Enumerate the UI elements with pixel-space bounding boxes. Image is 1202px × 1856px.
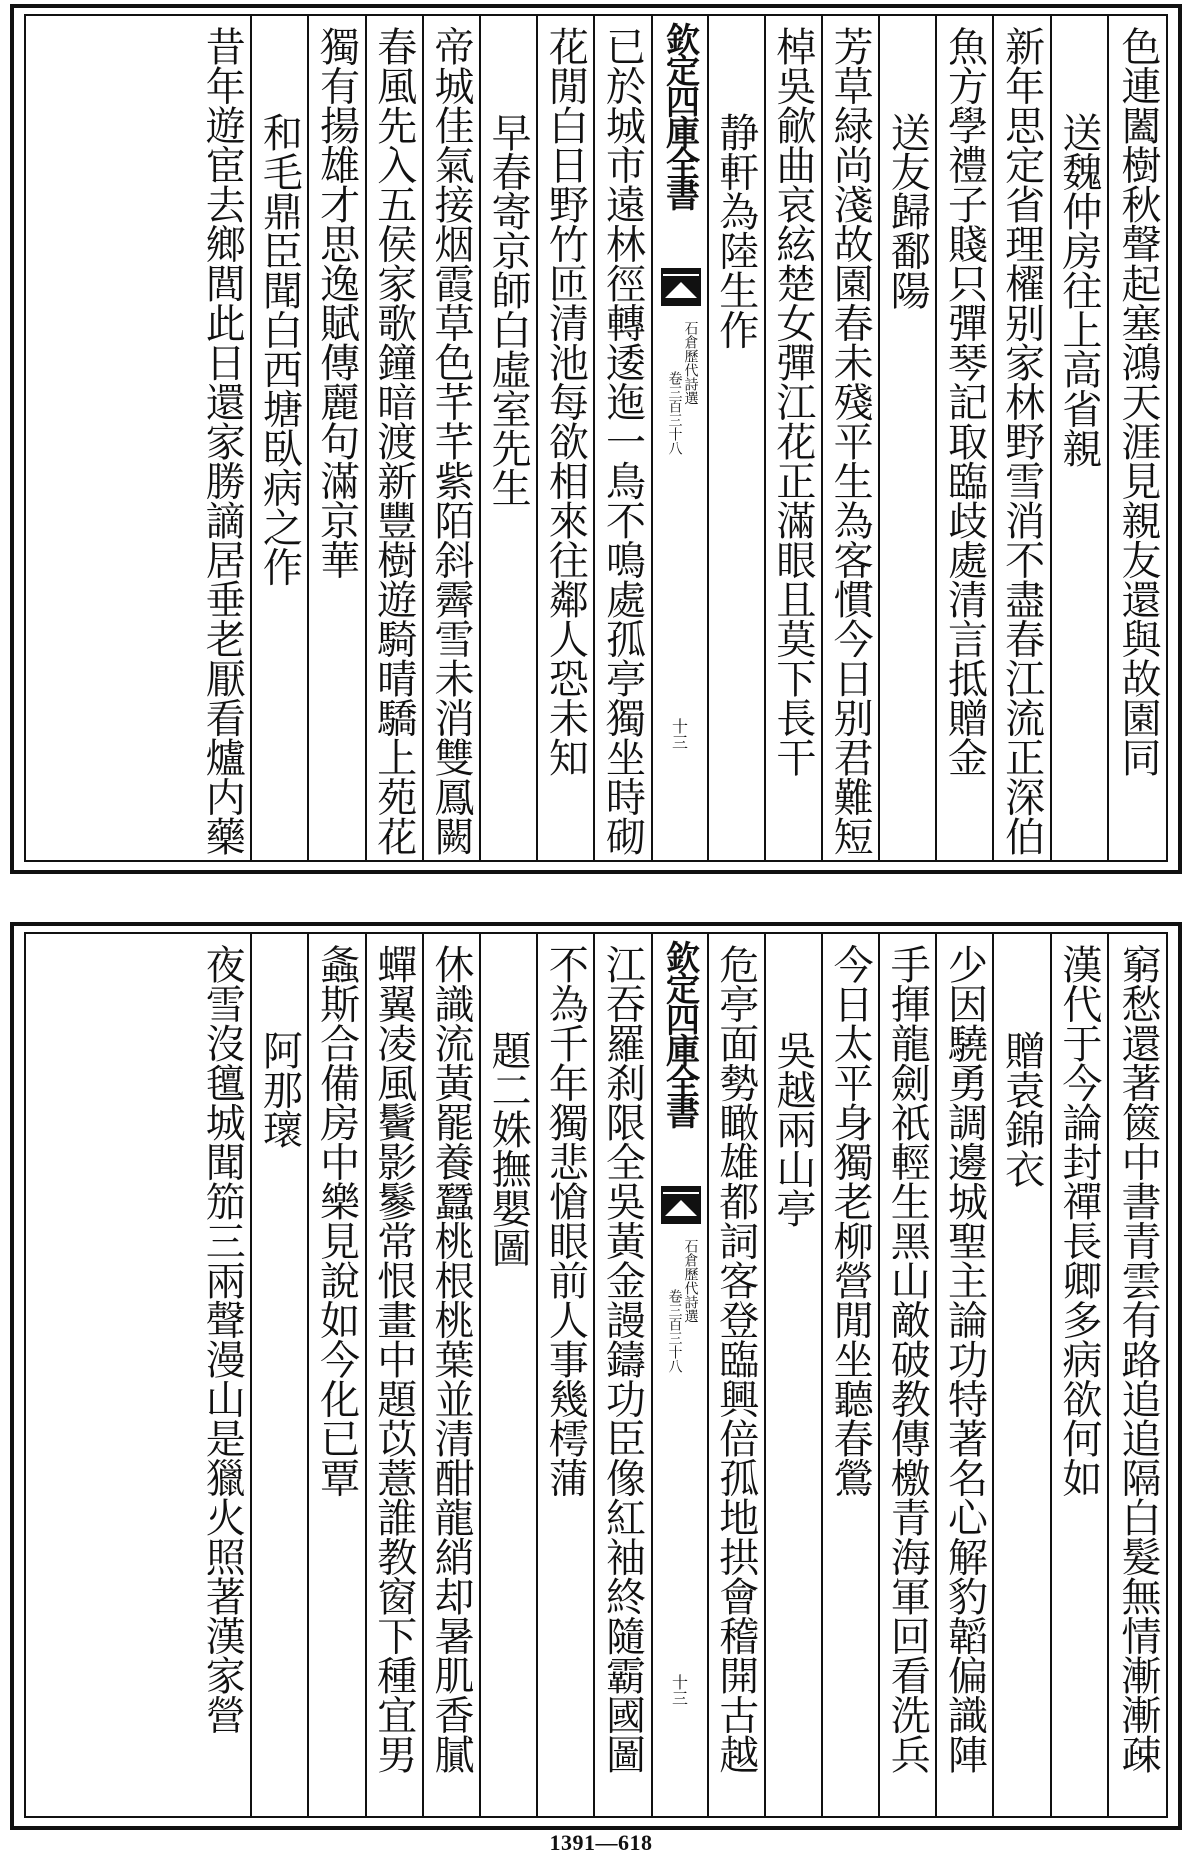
column-text: 新年思定省理櫂别家林野雪消不盡春江流正深伯 [998,26,1045,856]
column-text: 危亭面勢瞰雄都詞客登臨興倍孤地拱會稽開古越 [712,944,759,1774]
text-column [823,934,880,1816]
text-column [1052,934,1109,1816]
leaf-number: 十三 [669,718,689,750]
text-column [1109,16,1166,860]
poem-title: 和毛鼎臣聞白西塘臥病之作 [256,112,303,586]
column-text: 獨有揚雄才思逸賦傳麗句滿京華 [313,26,360,579]
column-text: 色連闔樹秋聲起塞鴻天涯見親友還與故園同 [1115,26,1161,777]
text-column [195,16,252,860]
text-column [1109,934,1166,1816]
column-text: 江吞羅刹限全吳黃金謾鑄功臣像紅袖終隨霸國圖 [599,944,646,1774]
column-text: 已於城市遠林徑轉逶迤一鳥不鳴處孤亭獨坐時砌 [599,26,646,856]
column-text: 少因驍勇調邊城聖主論功特著名心解豹韜偏識陣 [941,944,988,1774]
text-column [766,16,823,860]
fish-tail-mark-icon [661,268,701,306]
bottom-page-frame [24,932,1168,1818]
series-title: 石倉歷代詩選 [682,321,699,405]
text-column [937,16,994,860]
text-column [252,934,309,1816]
volume-number: 卷三百三十八 [666,1289,683,1373]
text-column [880,934,937,1816]
text-column [994,934,1051,1816]
fish-tail-mark-icon [661,1186,701,1224]
library-title: 欽定四庫全書 [659,22,700,208]
column-text: 夜雪沒氊城聞笳三兩聲漫山是獵火照著漢家營 [199,944,246,1734]
top-page [10,4,1182,874]
column-text: 蟬翼凌風鬢影鬖常恨畫中題苡薏誰教窗下種宜男 [370,944,417,1774]
text-column [252,16,309,860]
text-column [595,16,652,860]
bottom-page [10,922,1182,1830]
column-text: 今日太平身獨老柳營閒坐聽春鶯 [827,944,874,1497]
column-text: 花閒白日野竹匝清池每欲相來往鄰人恐未知 [542,26,589,777]
column-text: 不為千年獨悲愴眼前人事幾樗蒲 [542,944,589,1497]
poem-title: 贈袁錦衣 [998,1030,1045,1188]
column-text: 窮愁還著篋中書青雲有路追追隔白髮無情漸漸疎 [1115,944,1161,1774]
column-text: 春風先入五侯家歌鐘暗渡新豐樹遊騎晴驕上苑花 [370,26,417,856]
poem-title: 阿那瓌 [256,1030,303,1149]
leaf-number: 十三 [669,1674,689,1706]
text-column [538,16,595,860]
column-text: 漢代于今論封禪長卿多病欲何如 [1055,944,1102,1497]
series-title: 石倉歷代詩選 [682,1239,699,1323]
poem-title: 題二姝撫嬰圖 [485,1030,532,1267]
library-title: 欽定四庫全書 [659,940,700,1126]
column-text: 帝城佳氣接烟霞草色芊芊紫陌斜霽雪未消雙鳳闕 [427,26,474,856]
poem-title: 静軒為陸生作 [712,112,759,349]
text-column [424,934,481,1816]
volume-number: 卷三百三十八 [666,371,683,455]
text-column [595,934,652,1816]
text-column [823,16,880,860]
center-margin [653,16,709,860]
column-text: 芳草緑尚淺故園春未殘平生為客慣今日别君難短 [827,26,874,856]
text-column [1052,16,1109,860]
text-column [195,934,252,1816]
text-column [538,934,595,1816]
column-text: 魚方學禮子賤只彈琴記取臨歧處清言抵贈金 [941,26,988,777]
column-text: 手揮龍劍祇輕生黑山敵破教傳檄青海軍回看洗兵 [884,944,931,1774]
text-column [709,934,766,1816]
column-text: 螽斯合備房中樂見說如今化已覃 [313,944,360,1497]
top-page-frame [24,14,1168,862]
text-column [994,16,1051,860]
poem-title: 吳越兩山亭 [769,1030,816,1228]
text-column [481,16,538,860]
text-column [766,934,823,1816]
text-column [880,16,937,860]
text-column [367,16,424,860]
text-column [424,16,481,860]
column-text: 棹吳歈曲哀絃楚女彈江花正滿眼且莫下長干 [769,26,816,777]
text-column [709,16,766,860]
poem-title: 早春寄京師白虛室先生 [485,112,532,507]
text-column [367,934,424,1816]
text-column [309,16,366,860]
column-text: 昔年遊宦去鄉閭此日還家勝謫居垂老厭看爐内藥 [199,26,246,856]
poem-title: 送魏仲房往上高省親 [1055,112,1102,468]
poem-title: 送友歸鄱陽 [884,112,931,310]
text-column [481,934,538,1816]
center-margin [653,934,709,1816]
text-column [309,934,366,1816]
column-text: 休識流黃罷養蠶桃根桃葉並清酣龍綃却暑肌香膩 [427,944,474,1774]
text-column [937,934,994,1816]
page-number-footer: 1391—618 [549,1830,653,1855]
